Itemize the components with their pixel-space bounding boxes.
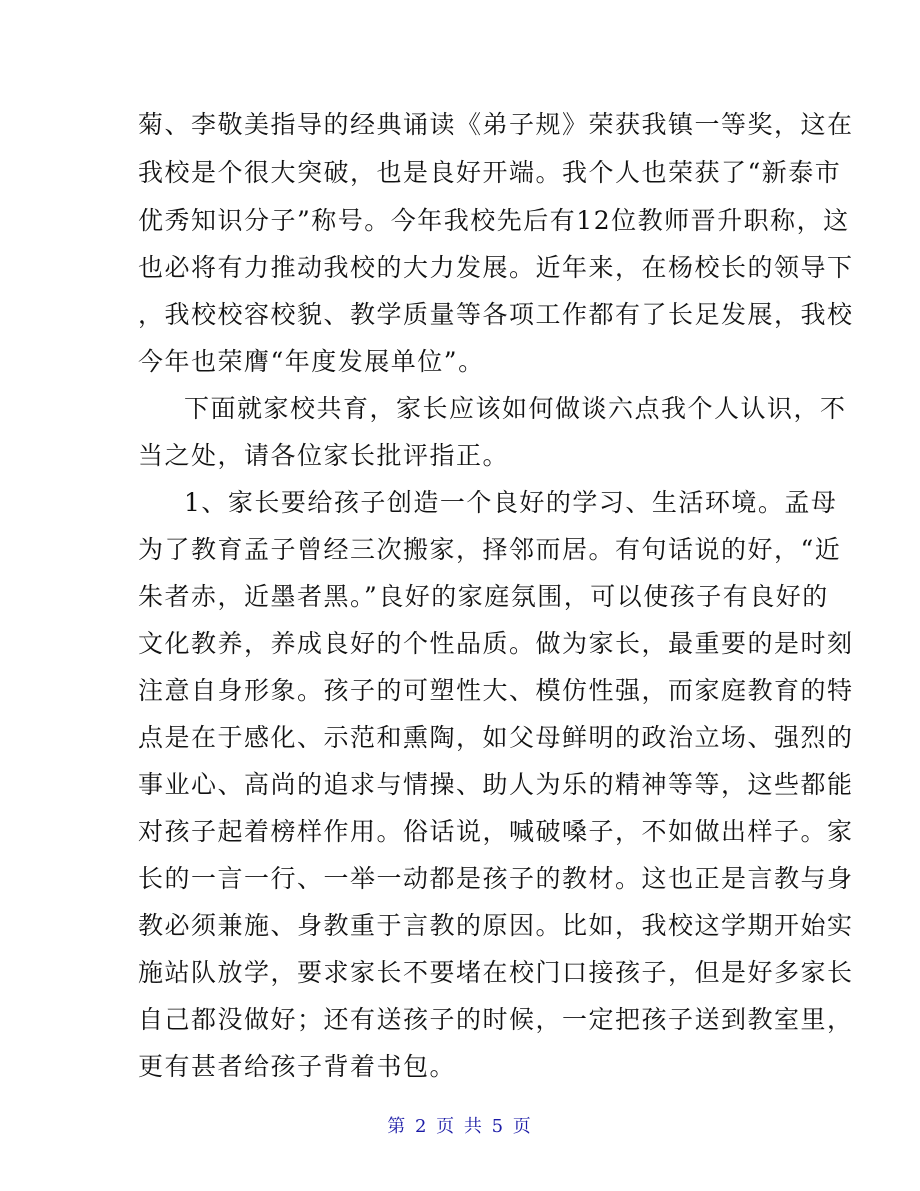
text-line: ，我校校容校貌、教学质量等各项工作都有了长足发展，我校 (138, 300, 854, 329)
text-line: 下面就家校共育，家长应该如何做谈六点我个人认识，不 (184, 394, 847, 423)
text-line: 教必须兼施、身教重于言教的原因。比如，我校这学期开始实 (138, 911, 854, 940)
text-line: 文化教养，养成良好的个性品质。做为家长，最重要的是时刻 (138, 629, 854, 658)
text-line: 也必将有力推动我校的大力发展。近年来，在杨校长的领导下 (138, 253, 854, 282)
text-line: 点是在于感化、示范和熏陶，如父母鲜明的政治立场、强烈的 (138, 723, 854, 752)
text-line: 优秀知识分子”称号。今年我校先后有12位教师晋升职称，这 (138, 206, 850, 235)
text-line: 更有甚者给孩子背着书包。 (138, 1052, 457, 1081)
text-line: 对孩子起着榜样作用。俗话说，喊破嗓子，不如做出样子。家 (138, 817, 854, 846)
text-line: 当之处，请各位家长批评指正。 (138, 441, 510, 470)
text-line: 自己都没做好；还有送孩子的时候，一定把孩子送到教室里， (138, 1005, 854, 1034)
text-line: 施站队放学，要求家长不要堵在校门口接孩子，但是好多家长 (138, 958, 854, 987)
page-number-footer: 第 2 页 共 5 页 (387, 1116, 533, 1137)
text-line: 长的一言一行、一举一动都是孩子的教材。这也正是言教与身 (138, 864, 854, 893)
text-line: 注意自身形象。孩子的可塑性大、模仿性强，而家庭教育的特 (138, 676, 854, 705)
text-line: 为了教育孟子曾经三次搬家，择邻而居。有句话说的好，“近 (138, 535, 842, 564)
text-line: 我校是个很大突破，也是良好开端。我个人也荣获了“新泰市 (138, 158, 842, 187)
text-line: 菊、李敬美指导的经典诵读《弟子规》荣获我镇一等奖，这在 (138, 110, 854, 139)
text-line: 1、家长要给孩子创造一个良好的学习、生活环境。孟母 (184, 488, 838, 517)
text-line: 今年也荣膺“年度发展单位”。 (138, 347, 485, 376)
text-line: 事业心、高尚的追求与情操、助人为乐的精神等等，这些都能 (138, 770, 854, 799)
text-line: 朱者赤，近墨者黑。”良好的家庭氛围，可以使孩子有良好的 (138, 582, 829, 611)
